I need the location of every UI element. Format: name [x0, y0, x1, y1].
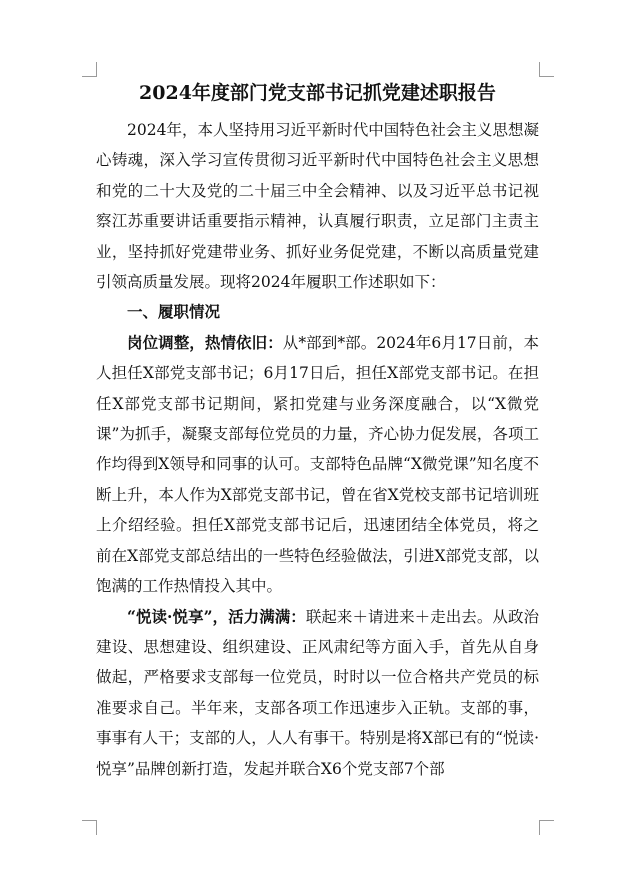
intro-paragraph: 2024年，本人坚持用习近平新时代中国特色社会主义思想凝心铸魂，深入学习宣传贯彻习近平新时代中国特色社会主义思想和党的二十大及党的二十届三中全会精神、以及习近平总书记视察江苏重要讲话重要指示精神，认真履行职责，立足部门主责主业，坚持抓好党建带业务、抓好业务促党建，不断以高质量党建引领高质量发展。现将2024年履职工作述职如下：	[96, 121, 539, 292]
page-corner-mark-bottom-left	[82, 820, 97, 835]
paragraph-text: 从*部到*部。2024年6月17日前，本人担任X部党支部书记；6月17日后，担任X部党支部书记。在担任X部党支部书记期间，紧扣党建与业务深度融合，以“X微党课”为抓手，凝聚支部每位党员的力量，齐心协力促发展，各项工作均得到X领导和同事的认可。支部特色品牌“X微党课”知名度不断上升，本人作为X部党支部书记，曾在省X党校支部书记培训班上介绍经验。担任X部党支部书记后，迅速团结全体党员，将之前在X部党支部总结出的一些特色经验做法，引进X部党支部，以饱满的工作热情投入其中。	[96, 333, 539, 596]
paragraph-lead: 岗位调整，热情依旧：	[127, 332, 283, 352]
paragraph-text: 联起来＋请进来＋走出去。从政治建设、思想建设、组织建设、正风肃纪等方面入手，首先从自身做起，严格要求支部每一位党员，时时以一位合格共产党员的标准要求自己。半年来，支部各项工作迅速步入正轨。支部的事，事事有人干；支部的人，人人有事干。特别是将X部已有的“悦读·悦享”品牌创新打造，发起并联合X6个党支部7个部	[96, 607, 539, 778]
page-corner-mark-top-left	[82, 62, 97, 77]
page-corner-mark-top-right	[539, 62, 554, 77]
paragraph-position-adjustment	[96, 328, 539, 602]
section-heading: 一、履职情况	[127, 302, 221, 322]
document-title: 2024年度部门党支部书记抓党建述职报告	[139, 82, 496, 104]
document-body	[96, 115, 539, 784]
page-corner-mark-bottom-right	[539, 820, 554, 835]
paragraph-lead: “悦读·悦享”，活力满满：	[127, 606, 306, 626]
paragraph-reading-sharing	[96, 602, 539, 784]
